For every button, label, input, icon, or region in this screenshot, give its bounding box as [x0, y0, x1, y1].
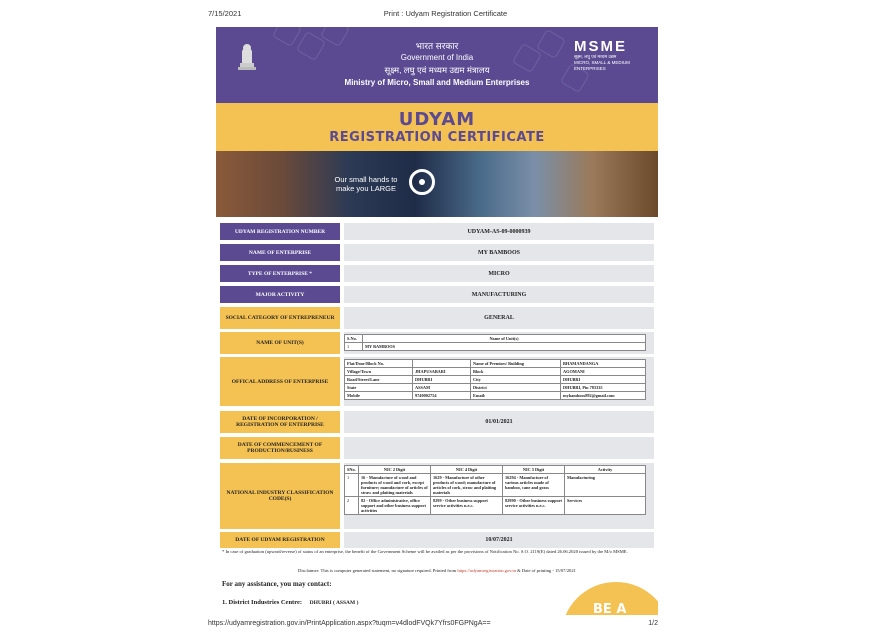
nic-header-5-digit: NIC 5 Digit	[503, 466, 565, 474]
units-header-name: Name of Unit(s)	[363, 335, 646, 343]
units-header-sno: S.No.	[345, 335, 363, 343]
government-banner	[216, 27, 658, 103]
hindi-ministry: सूक्ष्म, लघु एवं मध्यम उद्यम मंत्रालय	[384, 65, 490, 75]
address-value: BHAMANDANGA	[561, 360, 646, 368]
label-nic-codes: NATIONAL INDUSTRY CLASSIFICATION CODE(S)	[220, 463, 340, 529]
label-enterprise-type: TYPE OF ENTERPRISE *	[220, 265, 340, 282]
label-registration-number: UDYAM REGISTRATION NUMBER	[220, 223, 340, 240]
row-commencement-date	[220, 437, 654, 459]
address-key: Name of Premises/ Building	[471, 360, 561, 368]
nic-header-2-digit: NIC 2 Digit	[359, 466, 431, 474]
value-major-activity: MANUFACTURING	[344, 286, 654, 303]
certificate	[216, 27, 658, 615]
msme-logo-text: MSME	[574, 38, 627, 55]
address-key: District	[471, 384, 561, 392]
address-value: JHAPUSABARI	[413, 368, 471, 376]
title-udyam: UDYAM	[398, 109, 476, 130]
address-table-wrap	[344, 359, 646, 400]
print-date: 7/15/2021	[208, 9, 242, 18]
nic-header-activity: Activity	[565, 466, 646, 474]
label-social-category: SOCIAL CATEGORY OF ENTREPRENEUR	[220, 307, 340, 329]
disclaimer-prefix: Disclaimer: This is computer generated statement, no signature required. Printed from	[298, 568, 457, 573]
row-registration-number	[220, 223, 654, 240]
address-key: State	[345, 384, 413, 392]
row-incorporation-date	[220, 411, 654, 433]
certificate-title	[216, 103, 658, 151]
address-value: ASSAM	[413, 384, 471, 392]
nic-table-wrap	[344, 465, 646, 515]
address-value: 9740002754	[413, 392, 471, 400]
nic-cell: 16294 - Manufacture of various articles made of bamboo, cane and grass	[503, 474, 565, 497]
units-cell-sno: 1	[345, 343, 363, 351]
district-industries-centre	[222, 599, 358, 606]
page-number: 1/2	[648, 620, 658, 627]
address-key: Flat/Door/Block No.	[345, 360, 413, 368]
dic-label: 1. District Industries Centre:	[222, 599, 303, 606]
government-of-india: Government of India	[400, 53, 474, 62]
address-value: AGOMANI	[561, 368, 646, 376]
nic-cell: 8299 - Other business support service activities n.e.c.	[431, 497, 503, 515]
nic-header-4-digit: NIC 4 Digit	[431, 466, 503, 474]
nic-cell: 1	[345, 474, 359, 497]
label-major-activity: MAJOR ACTIVITY	[220, 286, 340, 303]
row-enterprise-name	[220, 244, 654, 261]
msme-logo-hindi: सूक्ष्म, लघु एवं मध्यम उद्यम	[574, 54, 617, 59]
disclaimer-suffix: & Date of printing - 15/07/2021	[517, 568, 576, 573]
nic-table	[344, 465, 646, 515]
hindi-government: भारत सरकार	[415, 41, 459, 51]
units-cell-name: MY BAMBOOS	[363, 343, 646, 351]
table-row	[345, 384, 646, 392]
address-value	[413, 360, 471, 368]
label-incorporation-date: DATE OF INCORPORATION / REGISTRATION OF ENTERPRISE	[220, 411, 340, 433]
address-key: Block	[471, 368, 561, 376]
label-office-address: OFFICAL ADDRESS OF ENTERPRISE	[220, 357, 340, 406]
value-commencement-date	[344, 437, 654, 459]
table-row	[345, 360, 646, 368]
address-table	[344, 359, 646, 400]
msme-logo	[574, 39, 644, 72]
table-row	[345, 376, 646, 384]
slogan: Our small hands to make you LARGE	[334, 175, 398, 193]
disclaimer	[216, 568, 658, 573]
value-incorporation-date: 01/01/2021	[344, 411, 654, 433]
msme-logo-english: MICRO, SMALL & MEDIUM ENTERPRISES	[574, 60, 630, 71]
table-row	[345, 474, 646, 497]
address-key: Village/Town	[345, 368, 413, 376]
title-registration-certificate: REGISTRATION CERTIFICATE	[329, 130, 545, 145]
label-enterprise-name: NAME OF ENTERPRISE	[220, 244, 340, 261]
row-udyam-date	[220, 532, 654, 548]
table-row	[345, 392, 646, 400]
be-a-badge	[561, 582, 658, 615]
chakra-icon	[409, 169, 435, 195]
assistance-heading: For any assistance, you may contact:	[222, 580, 332, 588]
nic-cell: 82990 - Other business support service activities n.e.c.	[503, 497, 565, 515]
value-enterprise-name: MY BAMBOOS	[344, 244, 654, 261]
value-social-category: GENERAL	[344, 307, 654, 329]
address-key: Road/Street/Lane	[345, 376, 413, 384]
address-value: mybamboos892@gmail.com	[561, 392, 646, 400]
table-row	[345, 497, 646, 515]
print-title: Print : Udyam Registration Certificate	[383, 9, 508, 18]
value-registration-number: UDYAM-AS-09-0000939	[344, 223, 654, 240]
address-value: DHUBRI	[413, 376, 471, 384]
nic-cell: Services	[565, 497, 646, 515]
be-a-text: BE A	[593, 602, 627, 615]
print-footer	[0, 620, 891, 632]
address-value: DHUBRI, Pin 783335	[561, 384, 646, 392]
units-table-wrap	[344, 334, 646, 351]
dic-value: DHUBRI ( ASSAM )	[309, 600, 359, 606]
ministry-name: Ministry of Micro, Small and Medium Enterprises	[344, 78, 530, 87]
udyam-link[interactable]: https://udyamregistration.gov.in	[457, 568, 516, 573]
hero-photo-strip	[216, 151, 658, 217]
nic-cell: Manufacturing	[565, 474, 646, 497]
value-enterprise-type: MICRO	[344, 265, 654, 282]
address-key: Email:	[471, 392, 561, 400]
address-key: Mobile	[345, 392, 413, 400]
nic-cell: 82 - Office administrative, office support and other business support activities	[359, 497, 431, 515]
units-table	[344, 334, 646, 351]
graduation-note: * In case of graduation (upward/reverse) of status of an enterprise, the benefit of the Government Scheme will be availed as per the provisions of Notification No. S.O. 2119(E) dated 26.06.2020 issued by the M/o MSME.	[222, 549, 628, 554]
label-udyam-date: DATE OF UDYAM REGISTRATION	[220, 532, 340, 548]
label-commencement-date: DATE OF COMMENCEMENT OF PRODUCTION/BUSINESS	[220, 437, 340, 459]
nic-cell: 2	[345, 497, 359, 515]
print-header	[0, 9, 891, 21]
row-enterprise-type	[220, 265, 654, 282]
address-key: City	[471, 376, 561, 384]
nic-header-sno: SNo.	[345, 466, 359, 474]
value-udyam-date: 10/07/2021	[344, 532, 654, 548]
nic-cell: 16 - Manufacture of wood and products of wood and cork, except furniture; manufacture of articles of straw and plaiting materials	[359, 474, 431, 497]
table-row	[345, 368, 646, 376]
nic-cell: 1629 - Manufacture of other products of wood; manufacture of articles of cork, straw and plaiting materials	[431, 474, 503, 497]
row-social-category	[220, 307, 654, 329]
table-row	[345, 343, 646, 351]
label-unit-names: NAME OF UNIT(S)	[220, 332, 340, 354]
address-value: DHUBRI	[561, 376, 646, 384]
print-url: https://udyamregistration.gov.in/PrintApplication.aspx?tuqm=v4dlodFVQk7Yfrs0FGPNgA==	[208, 620, 491, 627]
row-major-activity	[220, 286, 654, 303]
